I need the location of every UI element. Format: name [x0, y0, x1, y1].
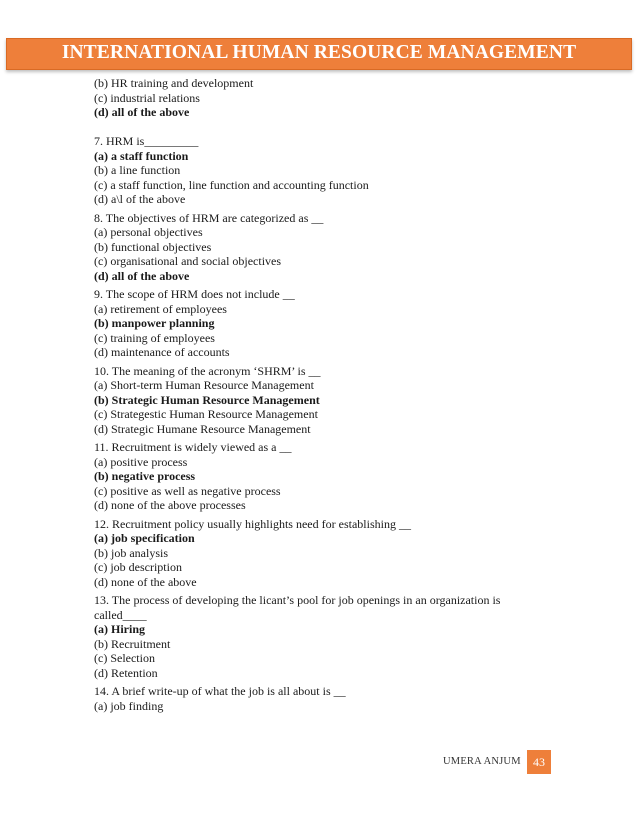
question-text: 9. The scope of HRM does not include __	[94, 287, 295, 301]
answer-option: (d) Retention	[94, 665, 158, 680]
question-text: 12. Recruitment policy usually highlights need for establishing __	[94, 516, 411, 531]
answer-option: (c) training of employees	[94, 330, 215, 345]
question-text: 10. The meaning of the acronym ‘SHRM’ is __	[94, 363, 321, 378]
header-banner	[6, 38, 632, 70]
answer-option: (a) personal objectives	[94, 225, 203, 239]
correct-answer-option: (a) job specification	[94, 531, 195, 545]
question-text: 13. The process of developing the licant’s pool for job openings in an organization is	[94, 593, 501, 607]
answer-option: (d) none of the above	[94, 574, 197, 589]
answer-option: (d) maintenance of accounts	[94, 345, 230, 359]
question-text: 11. Recruitment is widely viewed as a __	[94, 440, 292, 454]
answer-option: (c) Strategestic Human Resource Management	[94, 407, 318, 421]
answer-option: (b) Recruitment	[94, 636, 171, 651]
correct-answer-option: (b) Strategic Human Resource Management	[94, 392, 320, 407]
spacer	[94, 120, 604, 135]
answer-option: (c) Selection	[94, 651, 155, 665]
answer-option: (b) HR training and development	[94, 76, 254, 90]
answer-option: (c) industrial relations	[94, 90, 200, 105]
answer-option: (a) retirement of employees	[94, 301, 227, 316]
answer-option: (c) a staff function, line function and accounting function	[94, 177, 369, 192]
answer-option: (a) job finding	[94, 698, 164, 713]
page-title: INTERNATIONAL HUMAN RESOURCE MANAGEMENT	[61, 42, 577, 63]
answer-option: (b) a line function	[94, 163, 181, 177]
answer-option: (a) positive process	[94, 454, 188, 469]
answer-option: called____	[94, 607, 147, 622]
answer-option: (b) job analysis	[94, 545, 168, 560]
question-text: 8. The objectives of HRM are categorized as __	[94, 210, 324, 225]
answer-option: (c) positive as well as negative process	[94, 483, 281, 498]
question-text: 7. HRM is_________	[94, 134, 199, 148]
footer-author: UMERA ANJUM	[443, 756, 521, 767]
answer-option: (c) organisational and social objectives	[94, 254, 282, 268]
answer-option: (d) none of the above processes	[94, 498, 246, 512]
correct-answer-option: (a) Hiring	[94, 622, 145, 636]
answer-option: (b) functional objectives	[94, 239, 212, 254]
answer-option: (a) Short-term Human Resource Management	[94, 378, 314, 392]
answer-option: (c) job description	[94, 560, 182, 574]
correct-answer-option: (d) all of the above	[94, 105, 190, 119]
question-list	[94, 76, 604, 713]
correct-answer-option: (a) a staff function	[94, 148, 189, 163]
correct-answer-option: (b) manpower planning	[94, 316, 215, 330]
answer-option: (d) Strategic Humane Resource Management	[94, 421, 311, 436]
page-number: 43	[527, 750, 551, 774]
answer-option: (d) a\l of the above	[94, 192, 186, 206]
question-text: 14. A brief write-up of what the job is all about is __	[94, 684, 346, 698]
correct-answer-option: (d) all of the above	[94, 268, 190, 283]
correct-answer-option: (b) negative process	[94, 469, 196, 483]
